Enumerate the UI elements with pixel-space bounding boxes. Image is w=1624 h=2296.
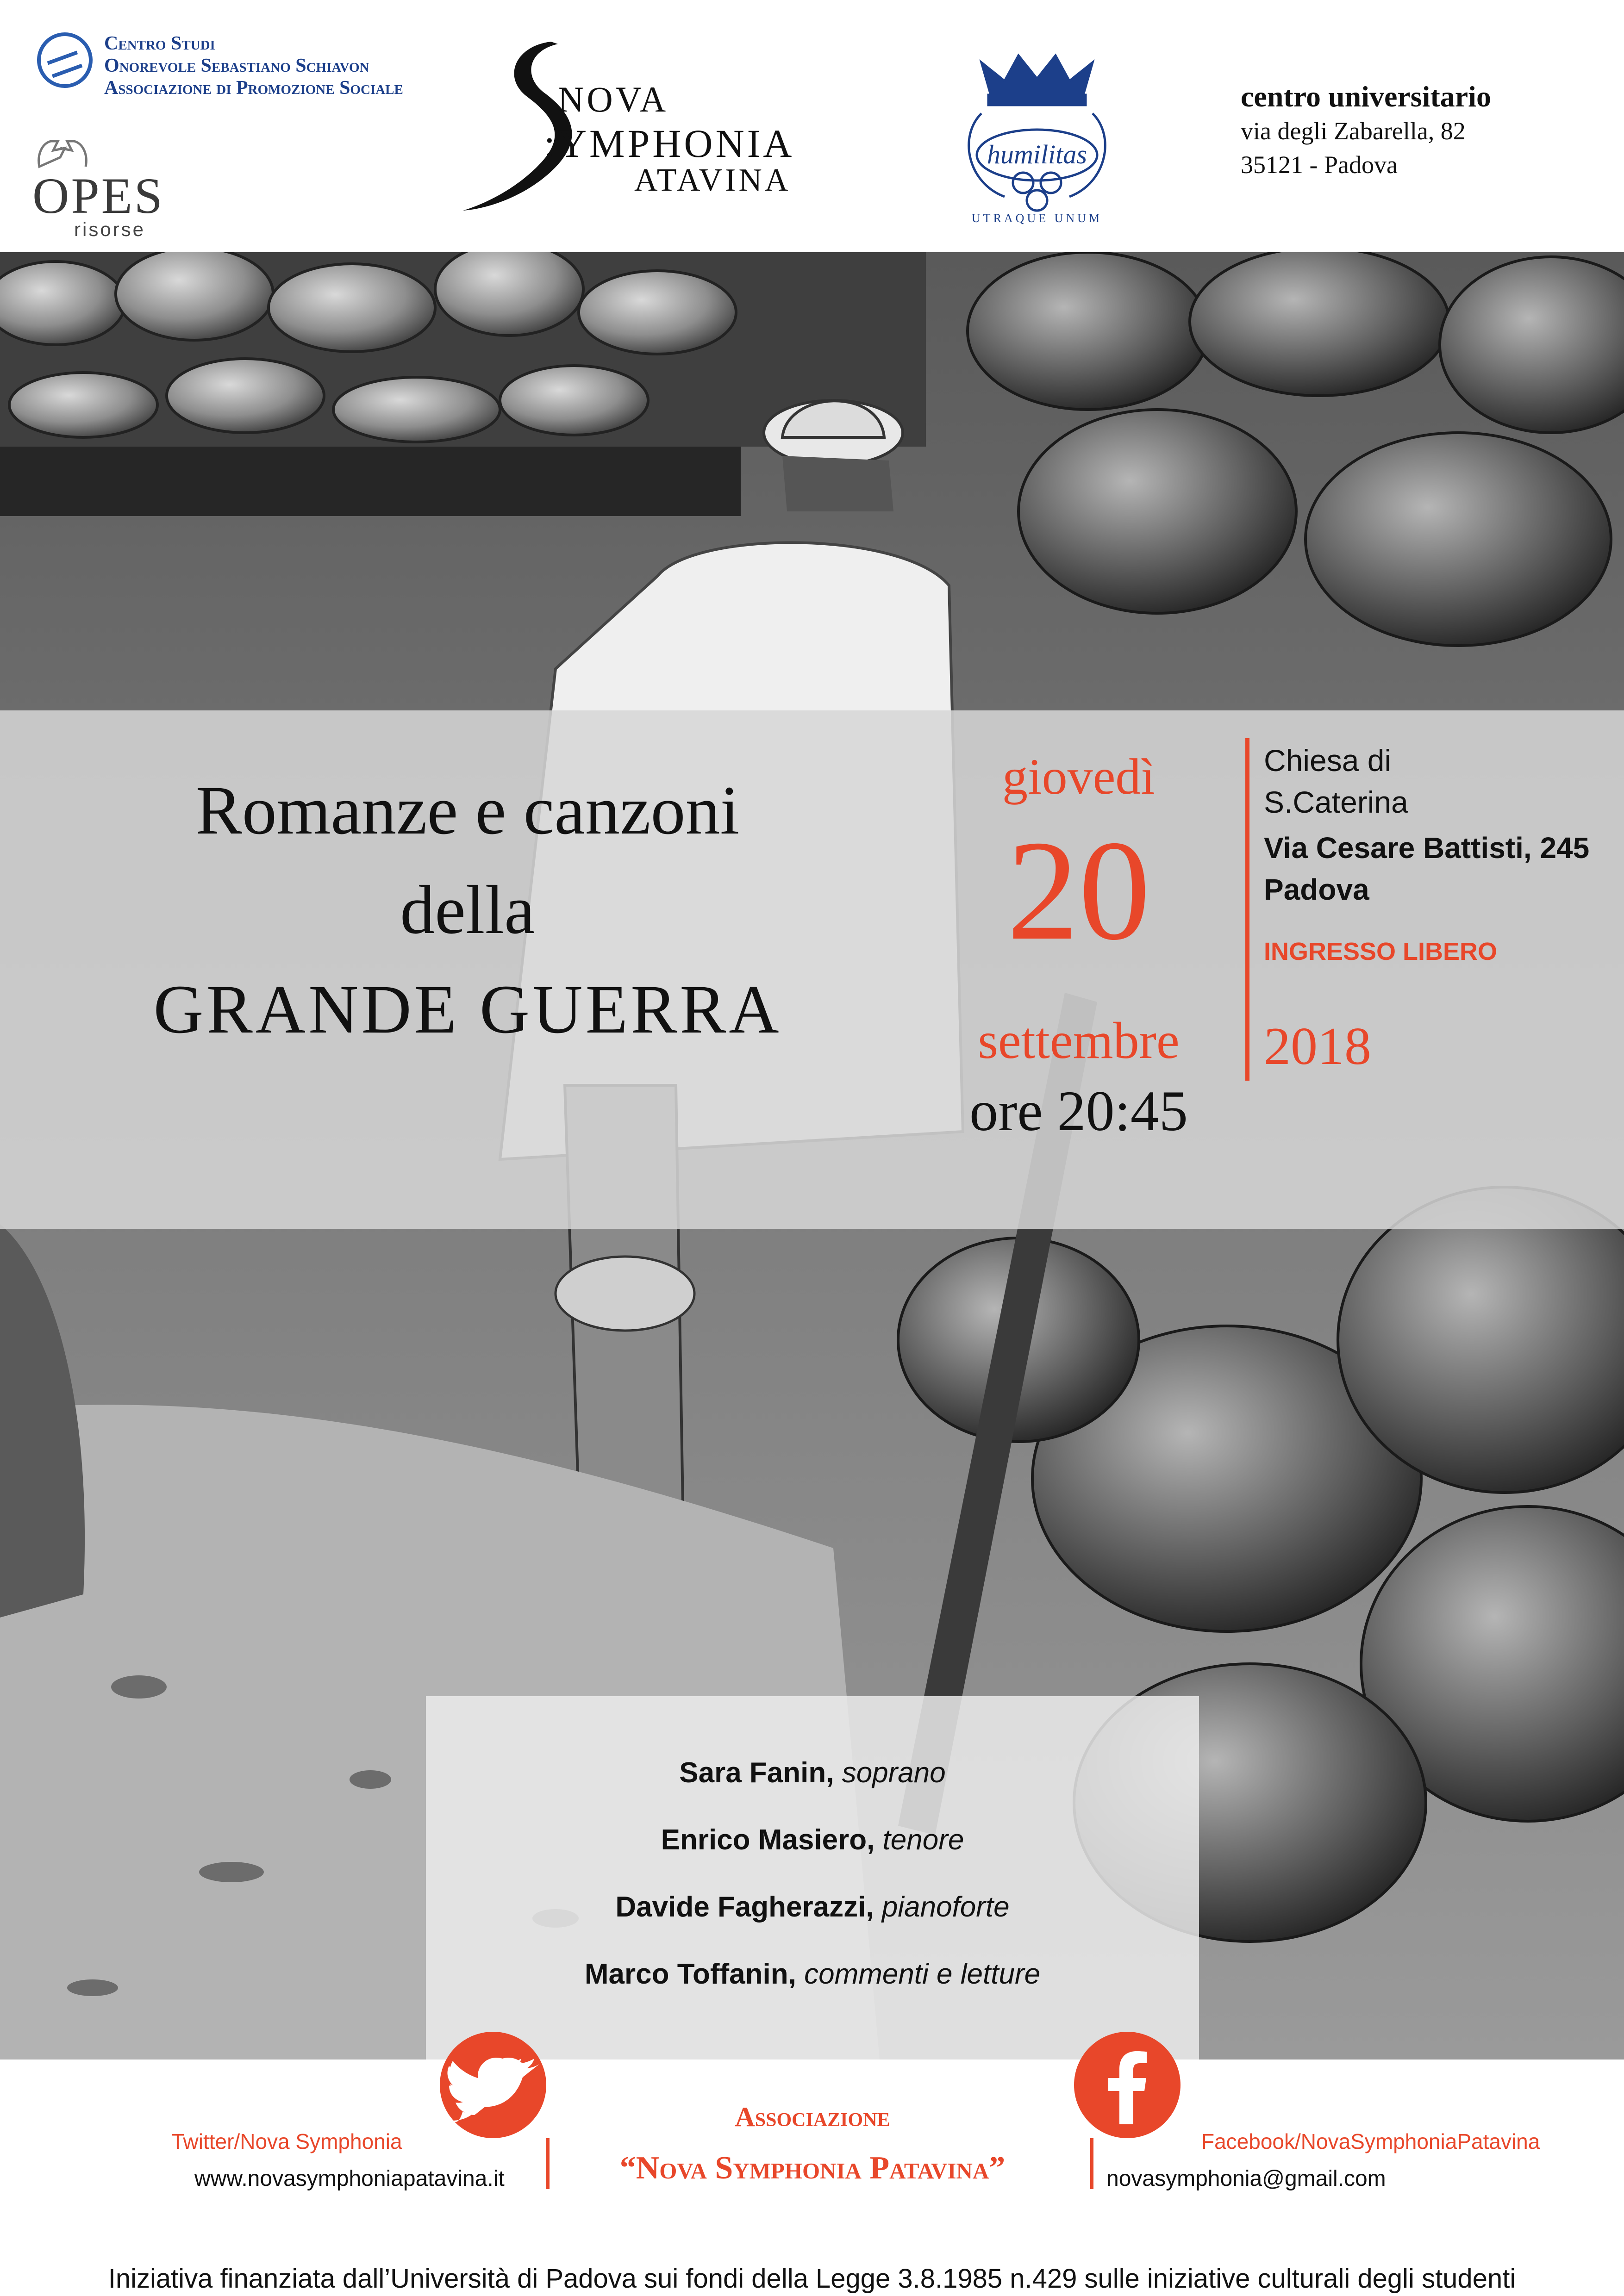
humilitas-motto: UTRAQUE UNUM: [971, 212, 1103, 224]
event-time: ore 20:45: [969, 1079, 1188, 1143]
entry-note: INGRESSO LIBERO: [1264, 938, 1498, 965]
twitter-label[interactable]: Twitter/Nova Symphonia: [171, 2129, 402, 2153]
humilitas-crest-icon: [949, 44, 1125, 224]
performer-row: [426, 1958, 1199, 1991]
event-title-line1: Romanze e canzoni: [195, 772, 740, 849]
centro-studi-line: Onorevole Sebastiano Schiavon: [104, 55, 369, 76]
performer-role: soprano: [842, 1757, 946, 1789]
nova-logo-line2: :YMPHONIA: [544, 121, 795, 166]
centro-studi-line: Centro Studi: [104, 33, 215, 54]
facebook-label[interactable]: Facebook/NovaSymphoniaPatavina: [1201, 2129, 1540, 2153]
event-year: 2018: [1264, 1017, 1371, 1076]
opes-logo-sub: risorse: [74, 218, 146, 240]
nova-symphonia-logo: [458, 28, 875, 222]
venue-line1: Chiesa di: [1264, 743, 1392, 778]
centro-studi-text: [104, 32, 403, 99]
header: [0, 0, 1624, 252]
performers-box: [426, 1696, 1199, 2060]
performer-row: [426, 1891, 1199, 1923]
venue-city: Padova: [1264, 873, 1369, 906]
performer-role: pianoforte: [881, 1891, 1010, 1923]
assoc-name-line1: Associazione: [735, 2102, 890, 2132]
facebook-f-icon[interactable]: [1074, 2032, 1181, 2138]
twitter-bird-icon[interactable]: [440, 2032, 546, 2138]
venue-line2: S.Caterina: [1264, 785, 1408, 819]
performer-name: Davide Fagherazzi,: [615, 1891, 874, 1923]
centro-universitario-city: 35121 - Padova: [1241, 151, 1398, 179]
nova-logo-line3: ATAVINA: [634, 162, 791, 198]
centro-studi-line: Associazione di Promozione Sociale: [104, 77, 403, 99]
nova-logo-line1: NOVA: [558, 79, 669, 119]
opes-logo-text: OPES: [32, 168, 164, 224]
centro-studi-logo-icon: [37, 32, 93, 88]
performer-name: Enrico Masiero,: [661, 1824, 875, 1856]
humilitas-word: humilitas: [987, 139, 1087, 169]
centro-universitario-title: centro universitario: [1241, 80, 1491, 113]
assoc-divider-right: [1090, 2138, 1093, 2189]
venue-address: Via Cesare Battisti, 245: [1264, 831, 1590, 865]
event-title-line3: GRANDE GUERRA: [153, 971, 782, 1048]
performer-role: commenti e letture: [804, 1958, 1041, 1990]
assoc-name-line2: “Nova Symphonia Patavina”: [619, 2150, 1006, 2186]
event-month: settembre: [978, 1012, 1180, 1070]
funding-note: Iniziativa finanziata dall’Università di Padova sui fondi della Legge 3.8.1985 n.429 sulle iniziative culturali degli studenti: [108, 2264, 1516, 2294]
date-divider: [1245, 738, 1249, 1081]
performer-name: Marco Toffanin,: [584, 1958, 796, 1990]
performer-row: [426, 1823, 1199, 1856]
performer-role: tenore: [882, 1824, 964, 1856]
website-link[interactable]: www.novasymphoniapatavina.it: [194, 2166, 505, 2191]
event-day: 20: [1007, 811, 1150, 970]
performer-name: Sara Fanin,: [679, 1757, 834, 1789]
centro-universitario-address: via degli Zabarella, 82: [1241, 117, 1466, 145]
email-link[interactable]: novasymphonia@gmail.com: [1106, 2166, 1386, 2191]
performer-row: [426, 1756, 1199, 1789]
event-title-line2: della: [400, 871, 535, 948]
event-weekday: giovedì: [1002, 748, 1155, 805]
